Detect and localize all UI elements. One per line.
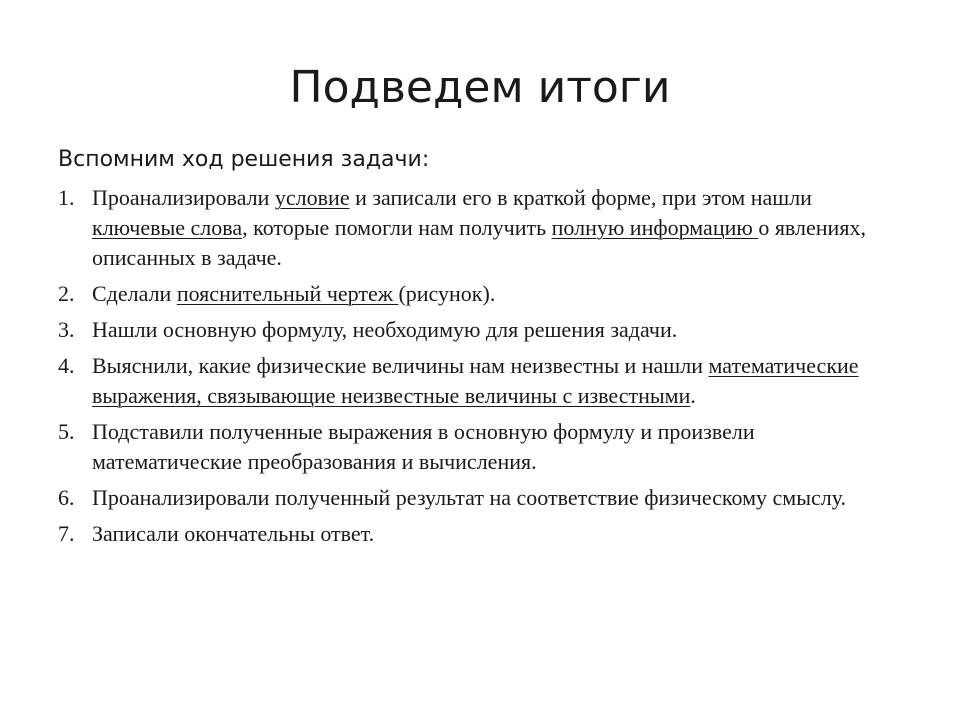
- step-item: [58, 351, 878, 411]
- steps-list: [58, 183, 878, 555]
- step-key-phrase: условие: [274, 185, 350, 210]
- step-text-part: о явлениях, описанных в задаче.: [92, 215, 866, 270]
- step-text-part: и записали его в краткой форме, при этом нашли: [349, 185, 812, 210]
- step-text-part: Выяснили, какие физические величины нам неизвестны и нашли: [92, 353, 709, 378]
- step-item: [58, 279, 878, 309]
- step-text-part: , которые помогли нам получить: [242, 215, 552, 240]
- step-key-phrase: математические выражения, связывающие неизвестные величины с известными: [92, 353, 859, 408]
- step-number: 2.: [58, 281, 75, 306]
- step-text-part: (рисунок).: [398, 281, 496, 306]
- step-text-part: Нашли основную формулу, необходимую для решения задачи.: [92, 317, 678, 342]
- step-number: 3.: [58, 317, 75, 342]
- step-text-part: Сделали: [92, 281, 177, 306]
- step-text-part: Проанализировали: [92, 185, 275, 210]
- step-item: [58, 315, 878, 345]
- step-text: [92, 353, 859, 408]
- step-key-phrase: ключевые слова: [92, 215, 243, 240]
- step-text: [92, 317, 677, 342]
- slide-intro: Вспомним ход решения задачи:: [58, 147, 430, 172]
- slide-title: Подведем итоги: [289, 62, 671, 113]
- step-key-phrase: пояснительный чертеж: [176, 281, 399, 306]
- step-item: [58, 519, 878, 549]
- step-text-part: Подставили полученные выражения в основную формулу и произвели математические преобразования и вычисления.: [92, 419, 755, 474]
- step-text: [92, 521, 374, 546]
- step-text: [92, 485, 846, 510]
- step-number: 6.: [58, 485, 75, 510]
- step-item: [58, 483, 878, 513]
- step-text: [92, 419, 755, 474]
- step-key-phrase: полную информацию: [551, 215, 759, 240]
- step-text: [92, 185, 866, 270]
- step-number: 7.: [58, 521, 75, 546]
- step-number: 5.: [58, 419, 75, 444]
- step-number: 1.: [58, 185, 75, 210]
- step-text-part: Проанализировали полученный результат на соответствие физическому смыслу.: [92, 485, 847, 510]
- step-text: [92, 281, 495, 306]
- step-text-part: .: [690, 383, 696, 408]
- step-number: 4.: [58, 353, 75, 378]
- step-text-part: Записали окончательны ответ.: [92, 521, 375, 546]
- step-item: [58, 417, 878, 477]
- step-item: [58, 183, 878, 273]
